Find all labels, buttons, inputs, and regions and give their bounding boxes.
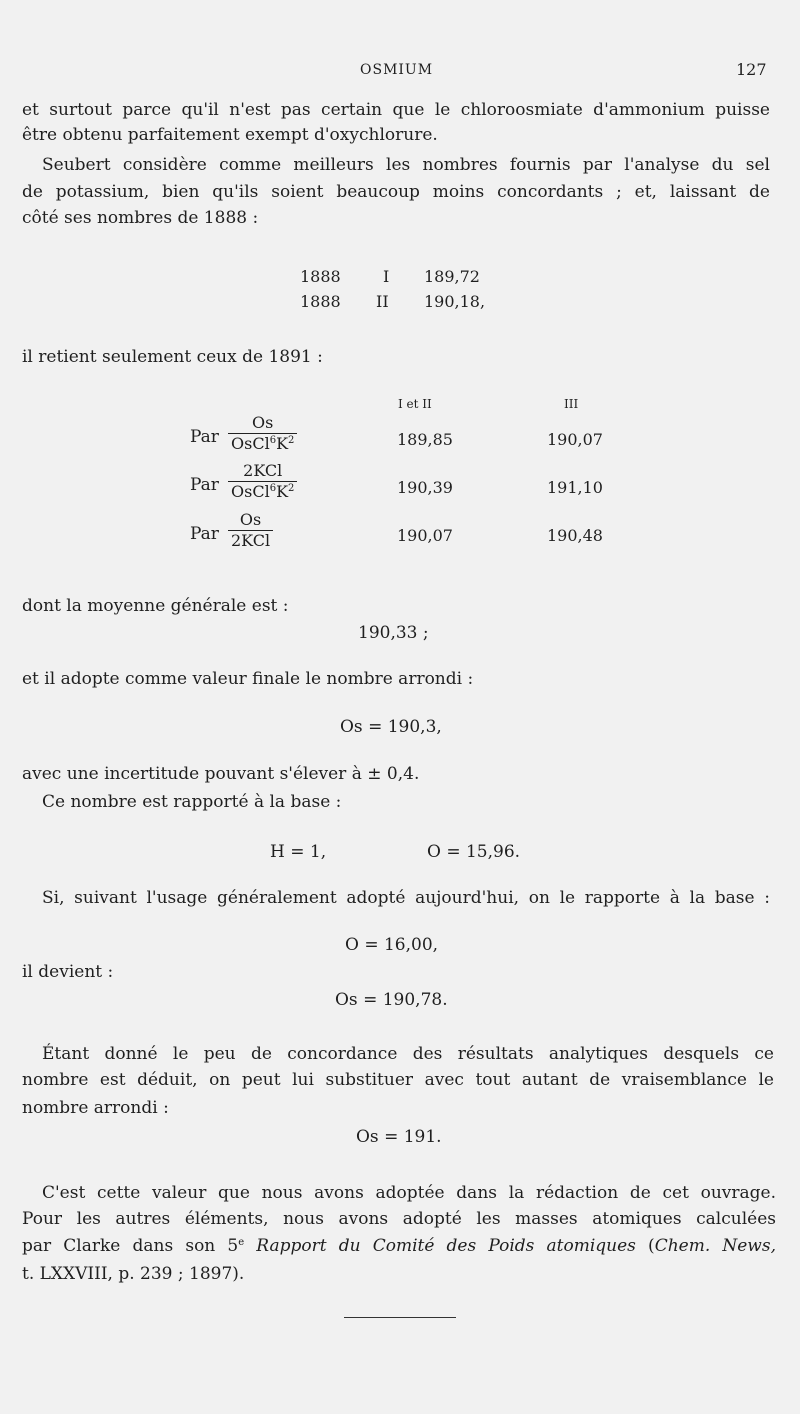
o16-formula: O = 16,00, xyxy=(345,935,439,955)
final-line4: t. LXXVIII, p. 239 ; 1897). xyxy=(22,1264,245,1284)
os-final-formula: Os = 190,3, xyxy=(340,717,442,737)
final-line1: C'est cette valeur que nous avons adoptée dans la rédaction de cet ouvrage. xyxy=(42,1183,776,1203)
adopte-line: et il adopte comme valeur finale le nombre arrondi : xyxy=(22,669,474,689)
par-label-1: Par xyxy=(190,427,219,447)
row2-value-iii: 191,10 xyxy=(547,478,603,497)
fraction-3 xyxy=(228,511,273,550)
etant-line3: nombre arrondi : xyxy=(22,1098,169,1118)
rapporte-line: Ce nombre est rapporté à la base : xyxy=(42,792,342,812)
report-title: Rapport du Comité des Poids atomiques xyxy=(256,1236,636,1256)
moyenne-value: 190,33 ; xyxy=(358,623,429,643)
col-header-iii: III xyxy=(564,397,579,411)
base-o-formula: O = 15,96. xyxy=(427,842,521,862)
devient-line: il devient : xyxy=(22,962,114,982)
fraction-2 xyxy=(228,462,297,501)
para1-line2: être obtenu parfaitement exempt d'oxychlorure. xyxy=(22,125,438,145)
os-191-formula: Os = 191. xyxy=(356,1127,442,1147)
para2-line2: de potassium, bien qu'ils soient beaucoup moins concordants ; et, laissant de xyxy=(22,182,770,202)
t1888-value-2: 190,18, xyxy=(424,292,486,311)
base-h-formula: H = 1, xyxy=(270,842,327,862)
t1888-num-1: I xyxy=(383,267,390,286)
t1888-value-1: 189,72 xyxy=(424,267,480,286)
par-label-2: Par xyxy=(190,475,219,495)
para2-line1: Seubert considère comme meilleurs les nombres fournis par l'analyse du sel xyxy=(42,155,770,175)
suivant-line: Si, suivant l'usage généralement adopté aujourd'hui, on le rapporte à la base : xyxy=(42,888,770,908)
os-19078-formula: Os = 190,78. xyxy=(335,990,448,1010)
final-line2: Pour les autres éléments, nous avons adopté les masses atomiques calculées xyxy=(22,1209,776,1229)
final-line3: par Clarke dans son 5e Rapport du Comité des Poids atomiques (Chem. News, xyxy=(22,1236,776,1256)
fraction-3-denominator: 2KCl xyxy=(228,530,273,550)
t1888-year-2: 1888 xyxy=(300,292,341,311)
running-header: OSMIUM xyxy=(360,62,434,78)
para1-line1: et surtout parce qu'il n'est pas certain que le chloroosmiate d'ammonium puisse xyxy=(22,100,770,120)
par-label-3: Par xyxy=(190,524,219,544)
journal-title: Chem. News, xyxy=(654,1236,776,1256)
etant-line2: nombre est déduit, on peut lui substituer avec tout autant de vraisemblance le xyxy=(22,1070,774,1090)
moyenne-line: dont la moyenne générale est : xyxy=(22,596,289,616)
page-number: 127 xyxy=(736,60,767,79)
fraction-2-denominator: $OsCl^6K^2$ xyxy=(228,481,297,501)
row1-value-i-ii: 189,85 xyxy=(397,430,453,449)
t1888-num-2: II xyxy=(376,292,389,311)
fraction-2-numerator: 2KCl xyxy=(243,461,283,480)
row3-value-iii: 190,48 xyxy=(547,526,603,545)
fraction-1-numerator: Os xyxy=(252,413,274,432)
row1-value-iii: 190,07 xyxy=(547,430,603,449)
row3-value-i-ii: 190,07 xyxy=(397,526,453,545)
fraction-1-denominator: $OsCl^6K^2$ xyxy=(228,433,297,453)
t1888-year-1: 1888 xyxy=(300,267,341,286)
closing-rule xyxy=(344,1317,456,1318)
col-header-i-et-ii: I et II xyxy=(398,397,432,411)
fraction-1 xyxy=(228,414,297,453)
etant-line1: Étant donné le peu de concordance des résultats analytiques desquels ce xyxy=(42,1044,774,1064)
row2-value-i-ii: 190,39 xyxy=(397,478,453,497)
para2-line3: côté ses nombres de 1888 : xyxy=(22,208,259,228)
retient-line: il retient seulement ceux de 1891 : xyxy=(22,347,323,367)
incertitude-line: avec une incertitude pouvant s'élever à ± 0,4. xyxy=(22,764,420,784)
fraction-3-numerator: Os xyxy=(239,510,262,529)
